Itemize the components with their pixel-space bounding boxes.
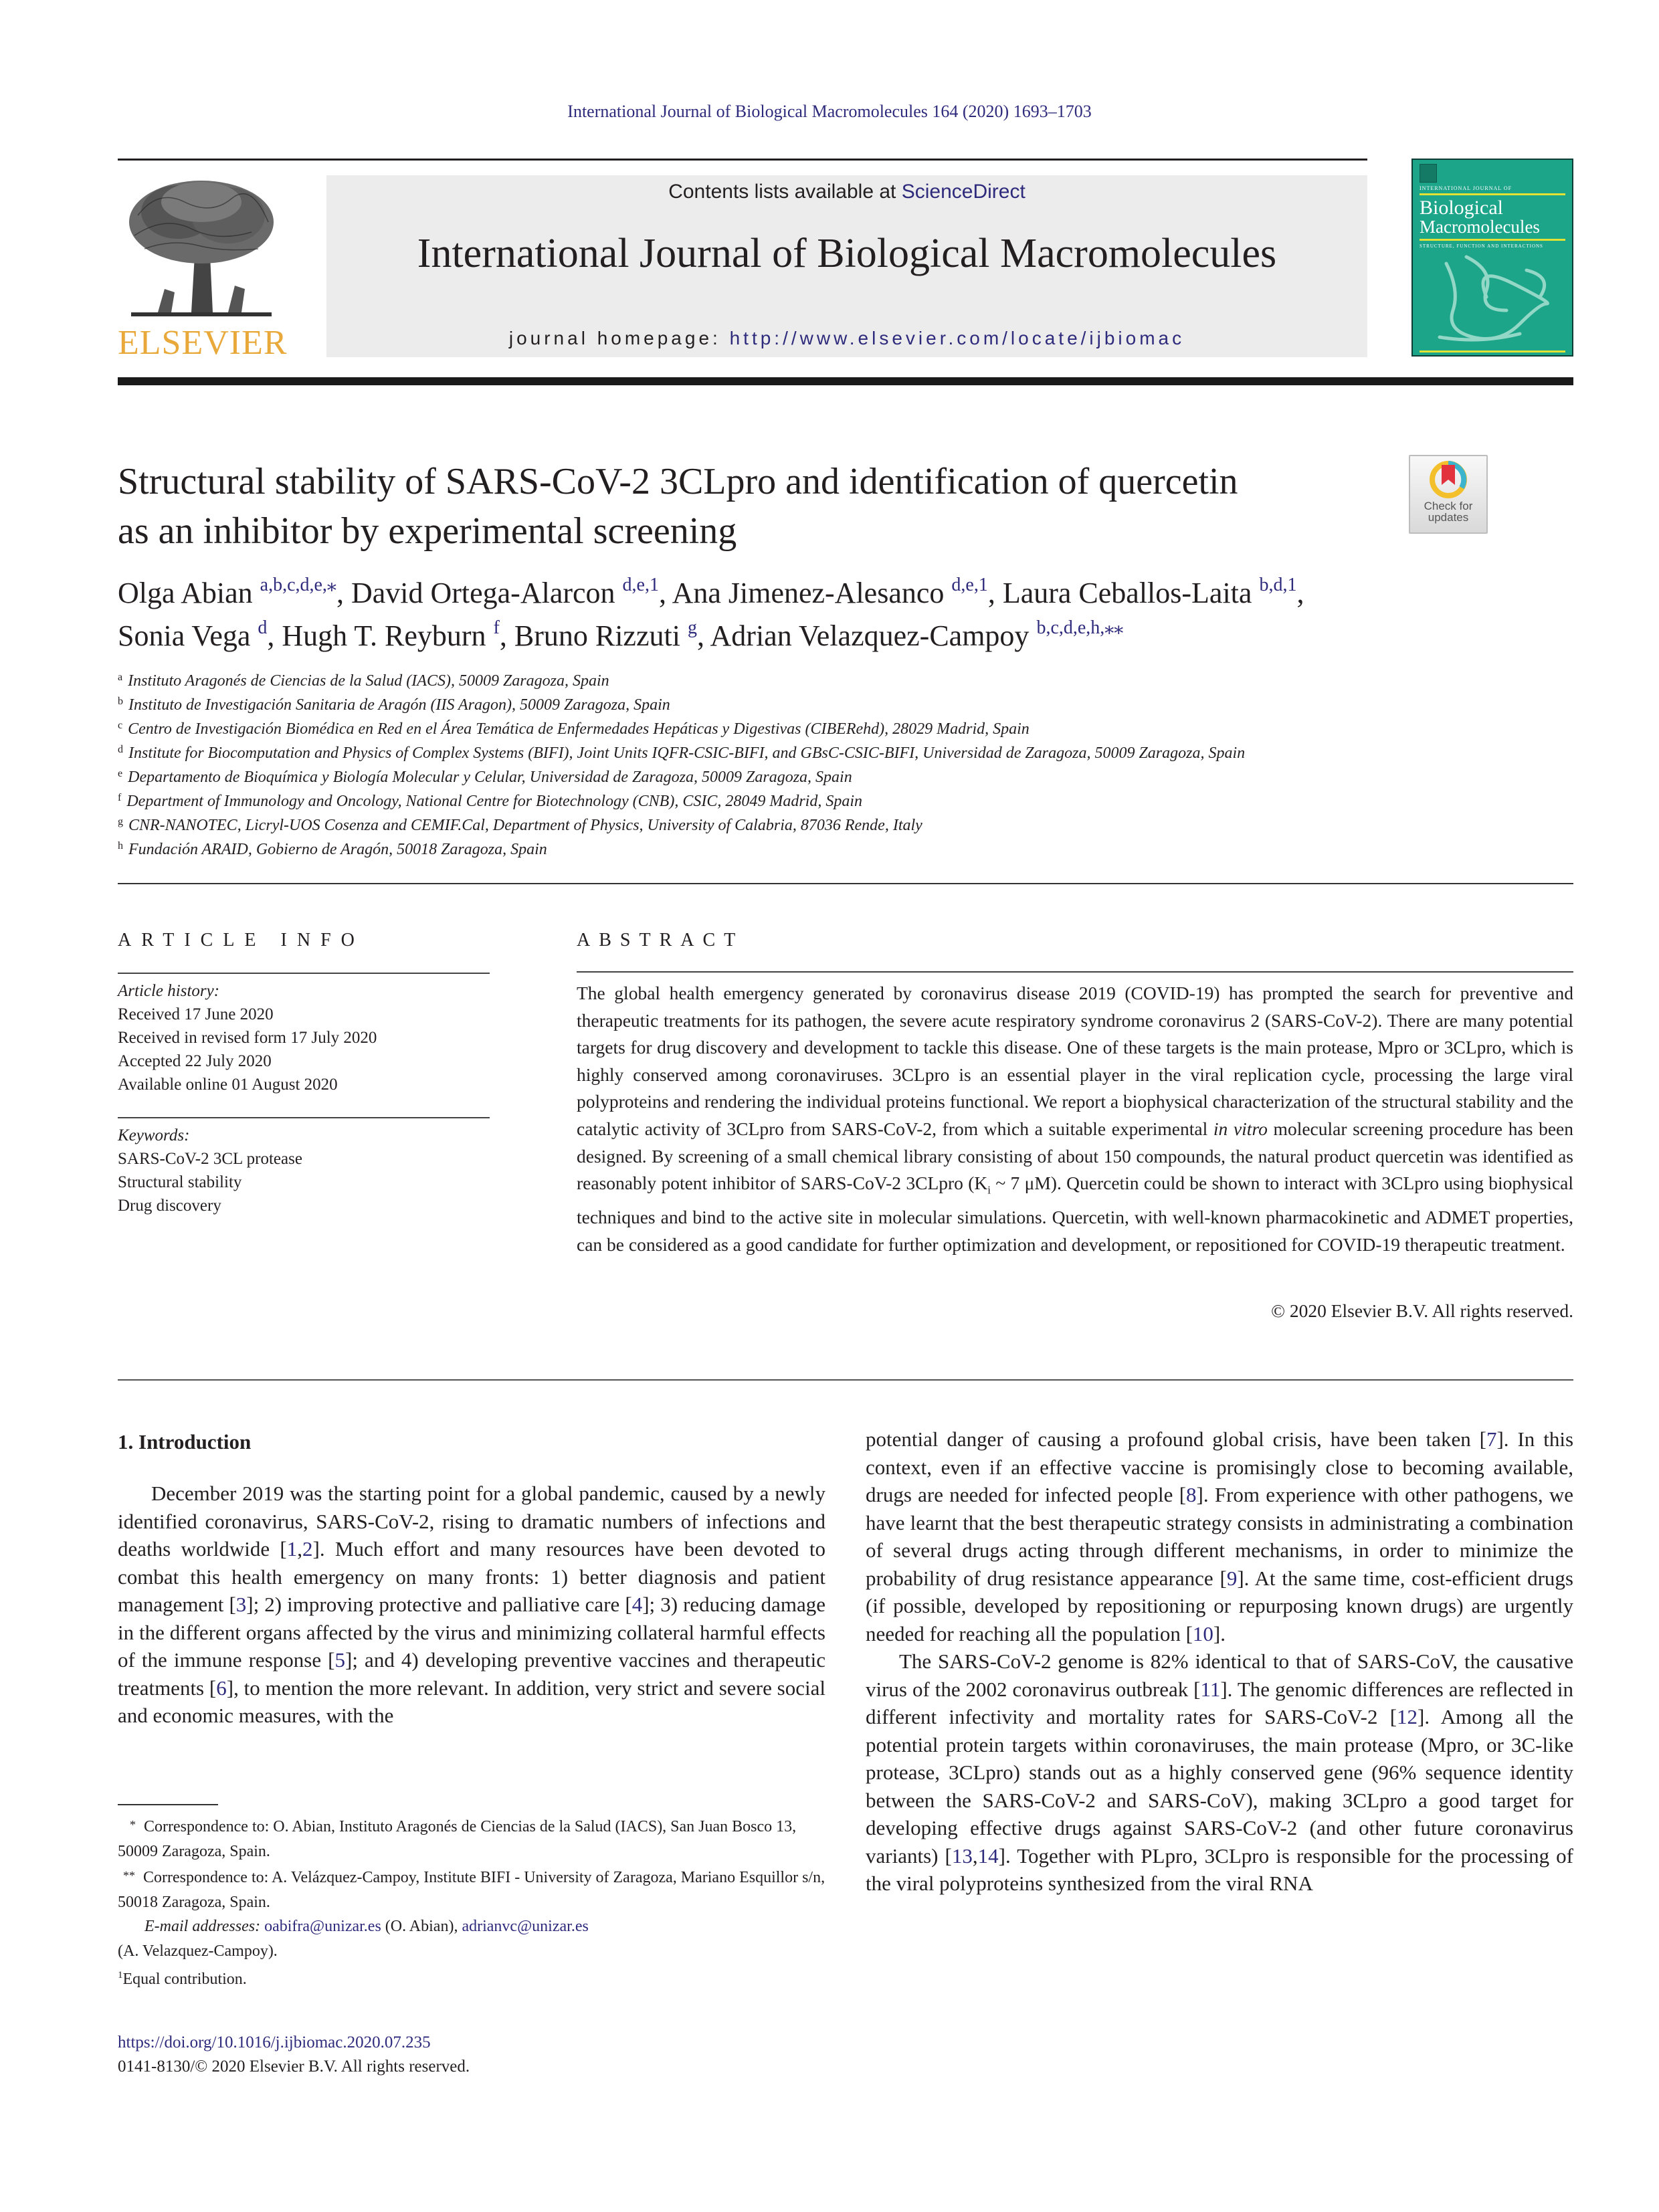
- header-rule: [118, 159, 1367, 161]
- body-column-left: [118, 1480, 825, 1730]
- contents-prefix: Contents lists available at: [668, 181, 902, 203]
- crossmark-label: [1410, 500, 1486, 523]
- author[interactable]: Adrian Velazquez-Campoy $^{b,c,d,e,h,⁎⁎}$: [710, 617, 1124, 652]
- cover-subtitle: STRUCTURE, FUNCTION AND INTERACTIONS: [1420, 243, 1543, 249]
- author[interactable]: Bruno Rizzuti $^g$: [514, 617, 697, 652]
- footnote-correspondence-2: ** Correspondence to: A. Velázquez-Campoy, Institute BIFI - University of Zaragoza, Mariano Esquillor s/n, 50018 Zaragoza, Spain.: [118, 1869, 825, 1911]
- masthead: [326, 175, 1367, 357]
- citation-link[interactable]: 3: [235, 1593, 247, 1616]
- article-info-heading: ARTICLE INFO: [118, 930, 365, 950]
- footnote-rule: [118, 1804, 218, 1805]
- elsevier-logo[interactable]: [118, 175, 288, 363]
- affiliation: $^d$ Institute for Biocomputation and Physics of Complex Systems (BIFI), Joint Units IQFR-CSIC-BIFI, and GBsC-CSIC-BIFI, Universidad de Zaragoza, 50009 Zaragoza, Spain: [118, 744, 1246, 762]
- crossmark-label-1: Check for: [1424, 500, 1473, 512]
- citation-link[interactable]: 6: [216, 1676, 227, 1700]
- footnote-correspondence-1: * Correspondence to: O. Abian, Instituto Aragonés de Ciencias de la Salud (IACS), San Juan Bosco 13, 50009 Zaragoza, Spain.: [118, 1818, 797, 1860]
- author-affil-marks[interactable]: d: [258, 617, 268, 638]
- issn-copyright: 0141-8130/© 2020 Elsevier B.V. All rights reserved.: [118, 2057, 470, 2076]
- article-info-rule: [118, 1117, 490, 1118]
- keywords-label: Keywords:: [118, 1126, 190, 1144]
- author[interactable]: Hugh T. Reyburn $^f$: [282, 617, 500, 652]
- author[interactable]: Laura Ceballos-Laita $^{b,d,1}$: [1002, 575, 1297, 609]
- masthead-rule: [118, 377, 1573, 385]
- title-line-2: as an inhibitor by experimental screening: [118, 510, 737, 552]
- keywords: [118, 1124, 492, 1217]
- crossmark-label-2: updates: [1428, 511, 1469, 524]
- section-heading: 1. Introduction: [118, 1430, 252, 1453]
- protein-ribbon-icon: [1413, 250, 1573, 350]
- affiliation: $^b$ Instituto de Investigación Sanitaria de Aragón (IIS Aragon), 50009 Zaragoza, Spain: [118, 696, 670, 714]
- article-history: [118, 979, 492, 1096]
- cover-title-line2: Macromolecules: [1420, 217, 1540, 237]
- contents-line: [326, 181, 1367, 203]
- citation-link[interactable]: 4: [631, 1593, 643, 1616]
- separator: ,: [696, 619, 710, 652]
- abstract-rule: [577, 971, 1573, 973]
- citation-link[interactable]: 12: [1397, 1705, 1418, 1728]
- cover-top-line: INTERNATIONAL JOURNAL OF: [1420, 185, 1512, 191]
- author-affil-marks[interactable]: f: [493, 617, 500, 638]
- crossmark-icon: [1428, 460, 1468, 500]
- citation-link[interactable]: 8: [1186, 1483, 1197, 1506]
- author-affil-marks[interactable]: b,c,d,e,h,⁎⁎: [1036, 617, 1124, 638]
- history-item: Received 17 June 2020: [118, 1005, 274, 1023]
- abstract-copyright: © 2020 Elsevier B.V. All rights reserved.: [1271, 1300, 1573, 1321]
- affiliation: $^c$ Centro de Investigación Biomédica en Red en el Área Temática de Enfermedades Hepáticas y Digestivas (CIBERehd), 28029 Madrid, Spain: [118, 720, 1030, 738]
- author-list: [118, 572, 1576, 658]
- affiliation: $^a$ Instituto Aragonés de Ciencias de la Salud (IACS), 50009 Zaragoza, Spain: [118, 672, 609, 690]
- history-label: Article history:: [118, 982, 220, 1000]
- author[interactable]: Sonia Vega $^d$: [118, 617, 268, 652]
- elsevier-wordmark: ELSEVIER: [118, 324, 288, 362]
- tree-icon: [118, 175, 285, 319]
- author[interactable]: Olga Abian $^{a,b,c,d,e,⁎}$: [118, 575, 336, 609]
- abstract-text: The global health emergency generated by coronavirus disease 2019 (COVID-19) has prompted the search for preventive and therapeutic treatments for its pathogen, the severe acute respiratory syndrome coronavirus 2 (SARS-CoV-2). There are many potential targets for drug discovery and development to tackle this disease. One of these targets is the main protease, Mpro or 3CLpro, which is highly conserved among coronaviruses. 3CLpro is an essential player in the viral replication cycle, processing the large viral polyproteins and rendering the individual proteins functional. We report a biophysical characterization of the structural stability and the catalytic activity of 3CLpro from SARS-CoV-2, from which a suitable experimental in vitro molecular screening procedure has been designed. By screening of a small chemical library consisting of about 150 compounds, the natural product quercetin was identified as reasonably potent inhibitor of SARS-CoV-2 3CLpro ($K_i$ ~ 7 μM). Quercetin could be shown to interact with 3CLpro using biophysical techniques and bind to the active site in molecular simulations. Quercetin, with well-known pharmacokinetic and ADMET properties, can be considered as a good candidate for further optimization and development, or repositioned for COVID-19 therapeutic treatment.: [577, 983, 1574, 1255]
- article-info-rule: [118, 973, 490, 974]
- journal-homepage: [326, 328, 1367, 349]
- affiliation: $^e$ Departamento de Bioquímica y Biología Molecular y Celular, Universidad de Zaragoza, 50009 Zaragoza, Spain: [118, 768, 852, 786]
- journal-title: International Journal of Biological Macromolecules: [417, 231, 1277, 276]
- citation-link[interactable]: 14: [977, 1843, 999, 1868]
- paragraph: December 2019 was the starting point for a global pandemic, caused by a newly identified coronavirus, SARS-CoV-2, rising to dramatic numbers of infections and deaths worldwide [1,2]. Much effort and many resources have been devoted to combat this health emergency on many fronts: 1) better diagnosis and patient management [3]; 2) improving protective and palliative care [4]; 3) reducing damage in the different organs affected by the virus and minimizing collateral harmful effects of the immune response [5]; and 4) developing preventive vaccines and therapeutic treatments [6], to mention the more relevant. In addition, very strict and severe social and economic measures, with the: [118, 1482, 826, 1727]
- abstract-heading: ABSTRACT: [577, 930, 745, 950]
- article-title: [118, 457, 1389, 556]
- footnote-emails: E-mail addresses: oabifra@unizar.es (O. Abian), adrianvc@unizar.es (A. Velazquez-Campoy).: [118, 1918, 589, 1960]
- separator: ,: [987, 577, 1003, 609]
- cover-bar: [1420, 350, 1565, 353]
- cover-title-line1: Biological: [1420, 197, 1503, 219]
- author-affil-marks[interactable]: d,e,1: [622, 575, 659, 595]
- cover-title: [1420, 199, 1540, 236]
- keyword: Structural stability: [118, 1173, 242, 1191]
- running-header[interactable]: International Journal of Biological Macromolecules 164 (2020) 1693–1703: [567, 102, 1092, 121]
- citation-link[interactable]: 2: [302, 1537, 313, 1561]
- author-affil-marks[interactable]: d,e,1: [951, 575, 988, 595]
- footnote-equal-contribution: $^1$Equal contribution.: [118, 1970, 247, 1988]
- author[interactable]: David Ortega-Alarcon $^{d,e,1}$: [351, 575, 659, 609]
- affiliation: $^h$ Fundación ARAID, Gobierno de Aragón, 50018 Zaragoza, Spain: [118, 840, 547, 858]
- history-item: Accepted 22 July 2020: [118, 1052, 272, 1070]
- paragraph: potential danger of causing a profound global crisis, have been taken [7]. In this context, even if an effective vaccine is promisingly close to becoming available, drugs are needed for infected people [8]. From experience with other pathogens, we have learnt that the best therapeutic strategy consists in administrating a combination of several drugs acting through different mechanisms, in order to minimize the probability of drug resistance appearance [9]. At the same time, cost-efficient drugs (if possible, developed by repositioning or repurposing known drugs) are urgently needed for reaching all the population [10].: [866, 1427, 1574, 1645]
- homepage-prefix: journal homepage:: [508, 328, 730, 348]
- doi-link[interactable]: https://doi.org/10.1016/j.ijbiomac.2020.07.235: [118, 2033, 431, 2051]
- footnotes: [118, 1813, 825, 1992]
- separator: ,: [1296, 577, 1304, 609]
- body-column-right: [866, 1425, 1573, 1898]
- separator: ,: [499, 619, 514, 652]
- citation-link[interactable]: 13: [951, 1843, 973, 1868]
- email-link[interactable]: oabifra@unizar.es: [264, 1918, 381, 1935]
- homepage-link[interactable]: http://www.elsevier.com/locate/ijbiomac: [729, 328, 1185, 348]
- journal-cover[interactable]: [1411, 159, 1573, 357]
- section-divider: [118, 883, 1573, 884]
- author-affil-marks[interactable]: a,b,c,d,e,⁎: [260, 575, 336, 595]
- cover-bar: [1420, 239, 1565, 241]
- history-item: Available online 01 August 2020: [118, 1076, 338, 1094]
- separator: ,: [658, 577, 672, 609]
- check-for-updates-button[interactable]: [1409, 455, 1488, 534]
- title-line-1: Structural stability of SARS-CoV-2 3CLpro and identification of quercetin: [118, 461, 1238, 502]
- affiliation: $^f$ Department of Immunology and Oncology, National Centre for Biotechnology (CNB), CSIC, 28049 Madrid, Spain: [118, 792, 863, 810]
- author[interactable]: Ana Jimenez-Alesanco $^{d,e,1}$: [672, 575, 988, 609]
- cover-elsevier-icon: [1420, 164, 1437, 183]
- cover-bar: [1420, 193, 1565, 195]
- citation-link[interactable]: 5: [334, 1648, 346, 1672]
- separator: ,: [336, 577, 351, 609]
- front-matter-rule: [118, 1379, 1573, 1381]
- keyword: SARS-CoV-2 3CL protease: [118, 1150, 302, 1168]
- history-item: Received in revised form 17 July 2020: [118, 1029, 377, 1047]
- author-affil-marks[interactable]: g: [687, 617, 697, 638]
- paragraph: The SARS-CoV-2 genome is 82% identical to that of SARS-CoV, the causative virus of the 2002 coronavirus outbreak [11]. The genomic differences are reflected in different infectivity and mortality rates for SARS-CoV-2 [12]. Among all the potential protein targets within coronaviruses, the main protease (Mpro, or 3C-like protease, 3CLpro) stands out as a highly conserved gene (96% sequence identity between the SARS-CoV-2 and SARS-CoV), making 3CLpro a good target for developing effective drugs against SARS-CoV-2 (and other future coronavirus variants) [13,14]. Together with PLpro, 3CLpro is responsible for the processing of the viral polyproteins synthesized from the viral RNA: [866, 1649, 1573, 1895]
- citation-link[interactable]: 10: [1192, 1621, 1213, 1645]
- citation-link[interactable]: 11: [1200, 1677, 1221, 1701]
- sciencedirect-link[interactable]: ScienceDirect: [901, 181, 1026, 203]
- keyword: Drug discovery: [118, 1197, 221, 1215]
- affiliation: $^g$ CNR-NANOTEC, Licryl-UOS Cosenza and CEMIF.Cal, Department of Physics, University of Calabria, 87036 Rende, Italy: [118, 816, 922, 834]
- citation-link[interactable]: 7: [1486, 1427, 1497, 1451]
- citation-link[interactable]: 1: [286, 1537, 298, 1561]
- author-affil-marks[interactable]: b,d,1: [1259, 575, 1297, 595]
- email-link[interactable]: adrianvc@unizar.es: [462, 1918, 589, 1935]
- citation-link[interactable]: 9: [1226, 1566, 1238, 1590]
- affiliations: [118, 669, 1576, 862]
- separator: ,: [267, 619, 282, 652]
